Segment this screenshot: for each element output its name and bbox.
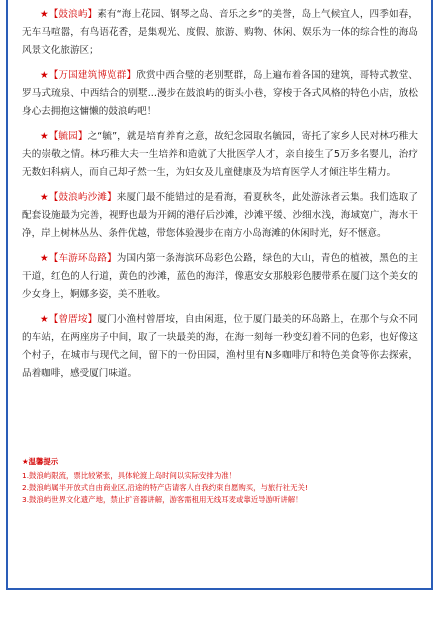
section-tag: 【毓园】 [48, 131, 88, 142]
section-zengcuoan [22, 311, 418, 383]
tip-item: 3.鼓浪屿世界文化遗产地，禁止扩音器讲解，游客需租用无线耳麦或靠近导游听讲解！ [22, 495, 303, 504]
warm-tips [22, 456, 418, 506]
star-icon: ★ [40, 192, 49, 203]
star-icon: ★ [40, 9, 49, 20]
section-tag: 【万国建筑博览群】 [48, 70, 137, 81]
star-icon: ★ [40, 253, 49, 264]
section-text: 厦门小渔村曾厝垵，自由闲逛，位于厦门最美的环岛路上，在那个与众不同的车站，在两座房子中间，取了一块最美的海，在海一刻每一秒变幻着不同的色彩，也好像这个村子，在城市与现代之间，留下的一份田园，渔村里有N多咖啡厅和特色美食等你去探索，品着咖啡，感受厦门味道。 [22, 314, 419, 379]
section-tag: 【鼓浪屿沙滩】 [48, 192, 117, 203]
star-icon: ★ [40, 314, 49, 325]
tip-item: 2.鼓浪屿属半开放式自由商业区,沿途的特产店请客人自我约束自愿购买，与旅行社无关! [22, 483, 308, 492]
section-tag: 【鼓浪屿】 [48, 9, 98, 20]
section-tag: 【车游环岛路】 [48, 253, 117, 264]
tip-item: 1.鼓浪屿限流，票比较紧张，具体轮渡上岛时间以实际安排为准！ [22, 471, 236, 480]
section-text: 来厦门最不能错过的是看海，看夏秋冬，此处游泳者云集。我们选取了配套设施最为完善，视野也最为开阔的港仔后沙滩，沙滩平缓、沙细水浅，海域宽广，海水干净，岸上树林丛丛、条件优越，带您体验漫步在南方小岛海滩的休闲时光，好不惬意。 [22, 192, 418, 239]
star-icon: ★ [40, 70, 49, 81]
section-text: 之“毓”，就是培育养育之意，故纪念园取名毓园，寄托了家乡人民对林巧稚大夫的崇敬之情。林巧稚大夫一生培养和造就了大批医学人才，亲自接生了5万多名婴儿，治疗无数妇科病人，而自己却孑然一生，为妇女及儿童健康及为培育医学人才倾注毕生精力。 [22, 131, 418, 178]
itinerary-content [22, 6, 418, 390]
star-icon: ★ [40, 131, 49, 142]
section-text: 为国内第一条海滨环岛彩色公路，绿色的大山，青色的植被，黑色的主干道，红色的人行道，黄色的沙滩，蓝色的海洋，像惠安女那般彩色腰带系在厦门这个美女的少女身上，婀娜多姿，美不胜收。 [22, 253, 418, 300]
section-text: 欣赏中西合璧的老别墅群，岛上遍布着各国的建筑，哥特式教堂、罗马式琉泉、中西结合的别墅...漫步在鼓浪屿的街头小巷，穿梭于各式风格的特色小店，放松身心去拥抱这慵懒的鼓浪屿吧！ [22, 70, 419, 117]
section-yuyuan [22, 128, 418, 182]
section-beach [22, 189, 418, 243]
section-island-road [22, 250, 418, 304]
section-gulangyu [22, 6, 418, 60]
section-architecture [22, 67, 418, 121]
section-tag: 【曾厝垵】 [48, 314, 98, 325]
section-text: 素有“海上花园、钢琴之岛、音乐之乡”的美誉，岛上气候宜人，四季如春，无车马喧嚣，有鸟语花香，是集观光、度假、旅游、购物、休闲、娱乐为一体的综合性的海岛风景文化旅游区； [22, 9, 418, 56]
tips-title: ★温馨提示 [22, 457, 59, 466]
